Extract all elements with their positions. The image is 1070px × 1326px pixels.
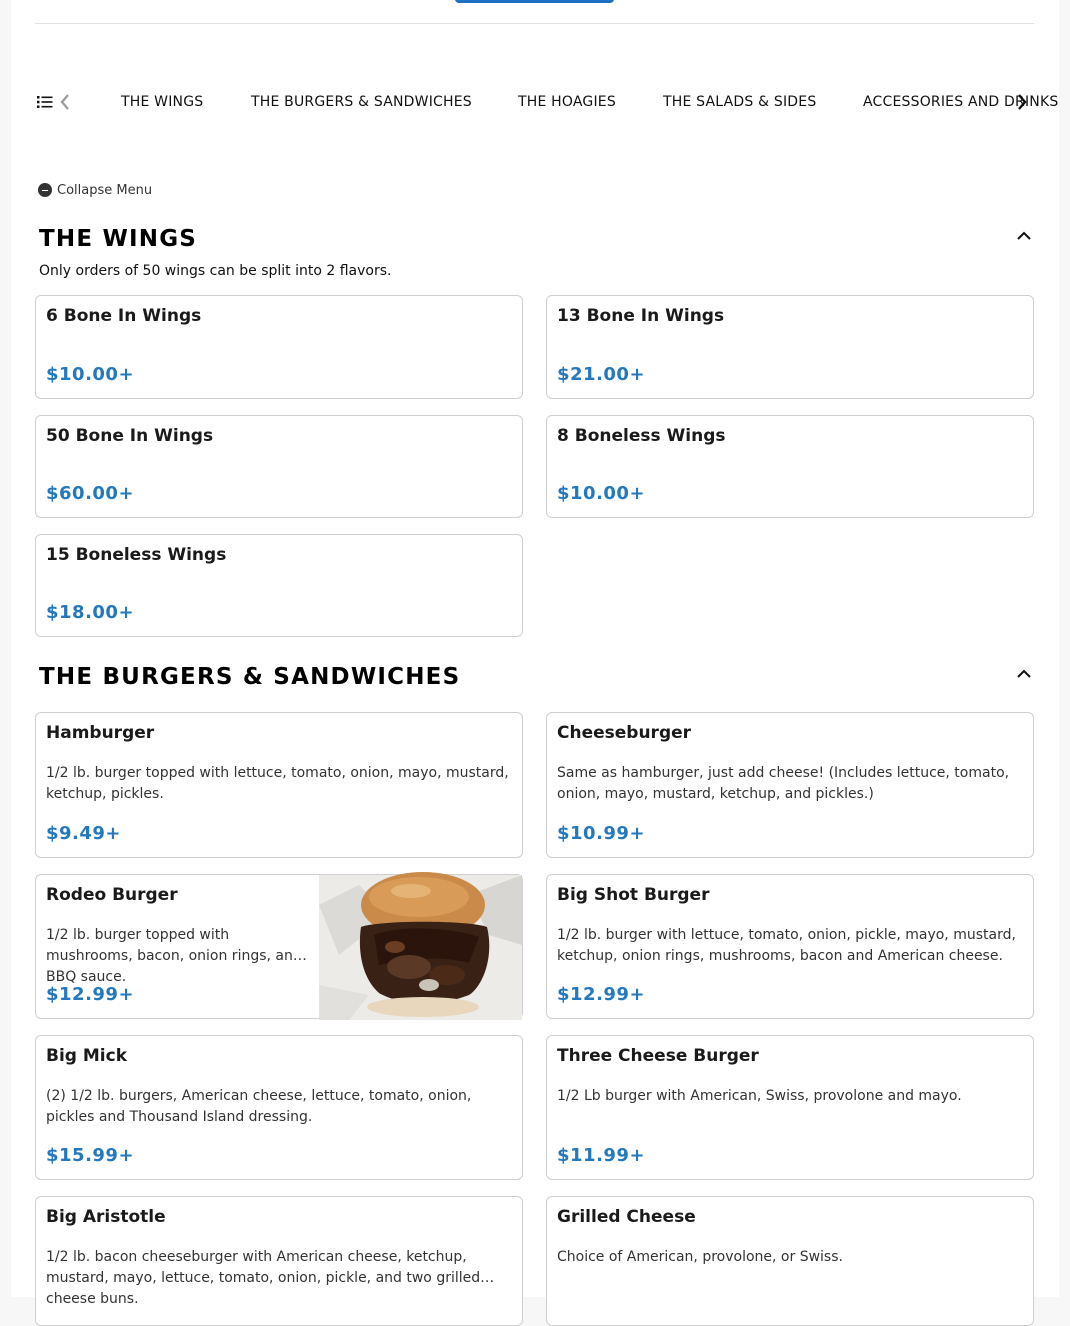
- minus-circle-icon: [38, 183, 52, 197]
- list-icon[interactable]: [37, 94, 53, 108]
- menu-item-card[interactable]: [35, 1196, 523, 1326]
- item-description: 1/2 lb. burger with lettuce, tomato, onion, pickle, mayo, mustard, ketchup, onion rings, mushrooms, bacon and American cheese.: [557, 927, 1016, 964]
- menu-item-card[interactable]: [35, 874, 523, 1019]
- chevron-up-icon[interactable]: [1016, 665, 1032, 677]
- item-price: $10.99+: [557, 823, 646, 844]
- menu-item-card[interactable]: [35, 415, 523, 518]
- item-name: Rodeo Burger: [46, 885, 178, 905]
- menu-item-card[interactable]: [546, 874, 1034, 1019]
- item-price: $12.99+: [46, 984, 135, 1005]
- item-name: 15 Boneless Wings: [46, 545, 227, 565]
- item-price: $15.99+: [46, 1145, 135, 1166]
- item-price: $9.49+: [46, 823, 122, 844]
- item-description: 1/2 lb. bacon cheeseburger with American cheese, ketchup, mustard, mayo, lettuce, tomato, onion, pickle, and two grilled cheese buns.: [46, 1249, 481, 1307]
- item-photo: [319, 875, 522, 1018]
- item-name: Big Mick: [46, 1046, 127, 1066]
- item-price: $10.00+: [557, 483, 646, 504]
- collapse-menu-label: Collapse Menu: [57, 182, 153, 198]
- section-title-wings: THE WINGS: [39, 226, 198, 252]
- tab-the-hoagies[interactable]: THE HOAGIES: [518, 94, 616, 110]
- menu-item-card[interactable]: [546, 415, 1034, 518]
- item-description: 1/2 lb. burger topped with lettuce, tomato, onion, mayo, mustard, ketchup, pickles.: [46, 765, 509, 802]
- item-description: 1/2 Lb burger with American, Swiss, provolone and mayo.: [557, 1088, 962, 1104]
- item-name: Big Aristotle: [46, 1207, 166, 1227]
- item-name: 13 Bone In Wings: [557, 306, 725, 326]
- tab-the-burgers-sandwiches[interactable]: THE BURGERS & SANDWICHES: [251, 94, 472, 110]
- item-price: $10.00+: [46, 364, 135, 385]
- menu-item-card[interactable]: [35, 295, 523, 399]
- menu-item-card[interactable]: [35, 534, 523, 637]
- menu-page: [11, 0, 1059, 1307]
- menu-item-card[interactable]: [546, 1035, 1034, 1180]
- chevron-up-icon[interactable]: [1016, 227, 1032, 239]
- item-description: 1/2 lb. burger topped with mushrooms, bacon, onion rings, and BBQ sauce.: [46, 927, 302, 985]
- category-tabs: [97, 84, 1059, 120]
- item-price: $12.99+: [557, 984, 646, 1005]
- item-description: Same as hamburger, just add cheese! (Includes lettuce, tomato, onion, mayo, mustard, ketchup, and pickles.): [557, 765, 1010, 802]
- item-name: Big Shot Burger: [557, 885, 710, 905]
- menu-item-card[interactable]: [546, 295, 1034, 399]
- tab-the-salads-sides[interactable]: THE SALADS & SIDES: [663, 94, 817, 110]
- chevron-left-icon[interactable]: [59, 93, 71, 111]
- item-price: $60.00+: [46, 483, 135, 504]
- menu-item-card[interactable]: [35, 712, 523, 858]
- tab-the-wings[interactable]: THE WINGS: [121, 94, 204, 110]
- item-description: Choice of American, provolone, or Swiss.: [557, 1249, 843, 1265]
- collapse-menu-button[interactable]: [38, 181, 152, 199]
- item-name: 6 Bone In Wings: [46, 306, 202, 326]
- category-nav: [35, 84, 1059, 120]
- item-name: Cheeseburger: [557, 723, 692, 743]
- top-action-button[interactable]: [455, 0, 614, 3]
- item-name: Grilled Cheese: [557, 1207, 696, 1227]
- divider: [35, 23, 1034, 24]
- item-name: Three Cheese Burger: [557, 1046, 759, 1066]
- item-name: 50 Bone In Wings: [46, 426, 214, 446]
- menu-item-card[interactable]: [546, 712, 1034, 858]
- item-name: 8 Boneless Wings: [557, 426, 726, 446]
- chevron-right-icon[interactable]: [1015, 93, 1029, 111]
- item-price: $18.00+: [46, 602, 135, 623]
- item-description: (2) 1/2 lb. burgers, American cheese, lettuce, tomato, onion, pickles and Thousand Island dressing.: [46, 1088, 472, 1125]
- item-name: Hamburger: [46, 723, 155, 743]
- section-title-burgers: THE BURGERS & SANDWICHES: [39, 664, 461, 690]
- menu-item-card[interactable]: [546, 1196, 1034, 1326]
- tab-accessories[interactable]: ACCESSORIES AND DRINKS: [863, 94, 1059, 110]
- menu-item-card[interactable]: [35, 1035, 523, 1180]
- section-note: Only orders of 50 wings can be split into 2 flavors.: [39, 263, 392, 279]
- item-price: $21.00+: [557, 364, 646, 385]
- item-price: $11.99+: [557, 1145, 646, 1166]
